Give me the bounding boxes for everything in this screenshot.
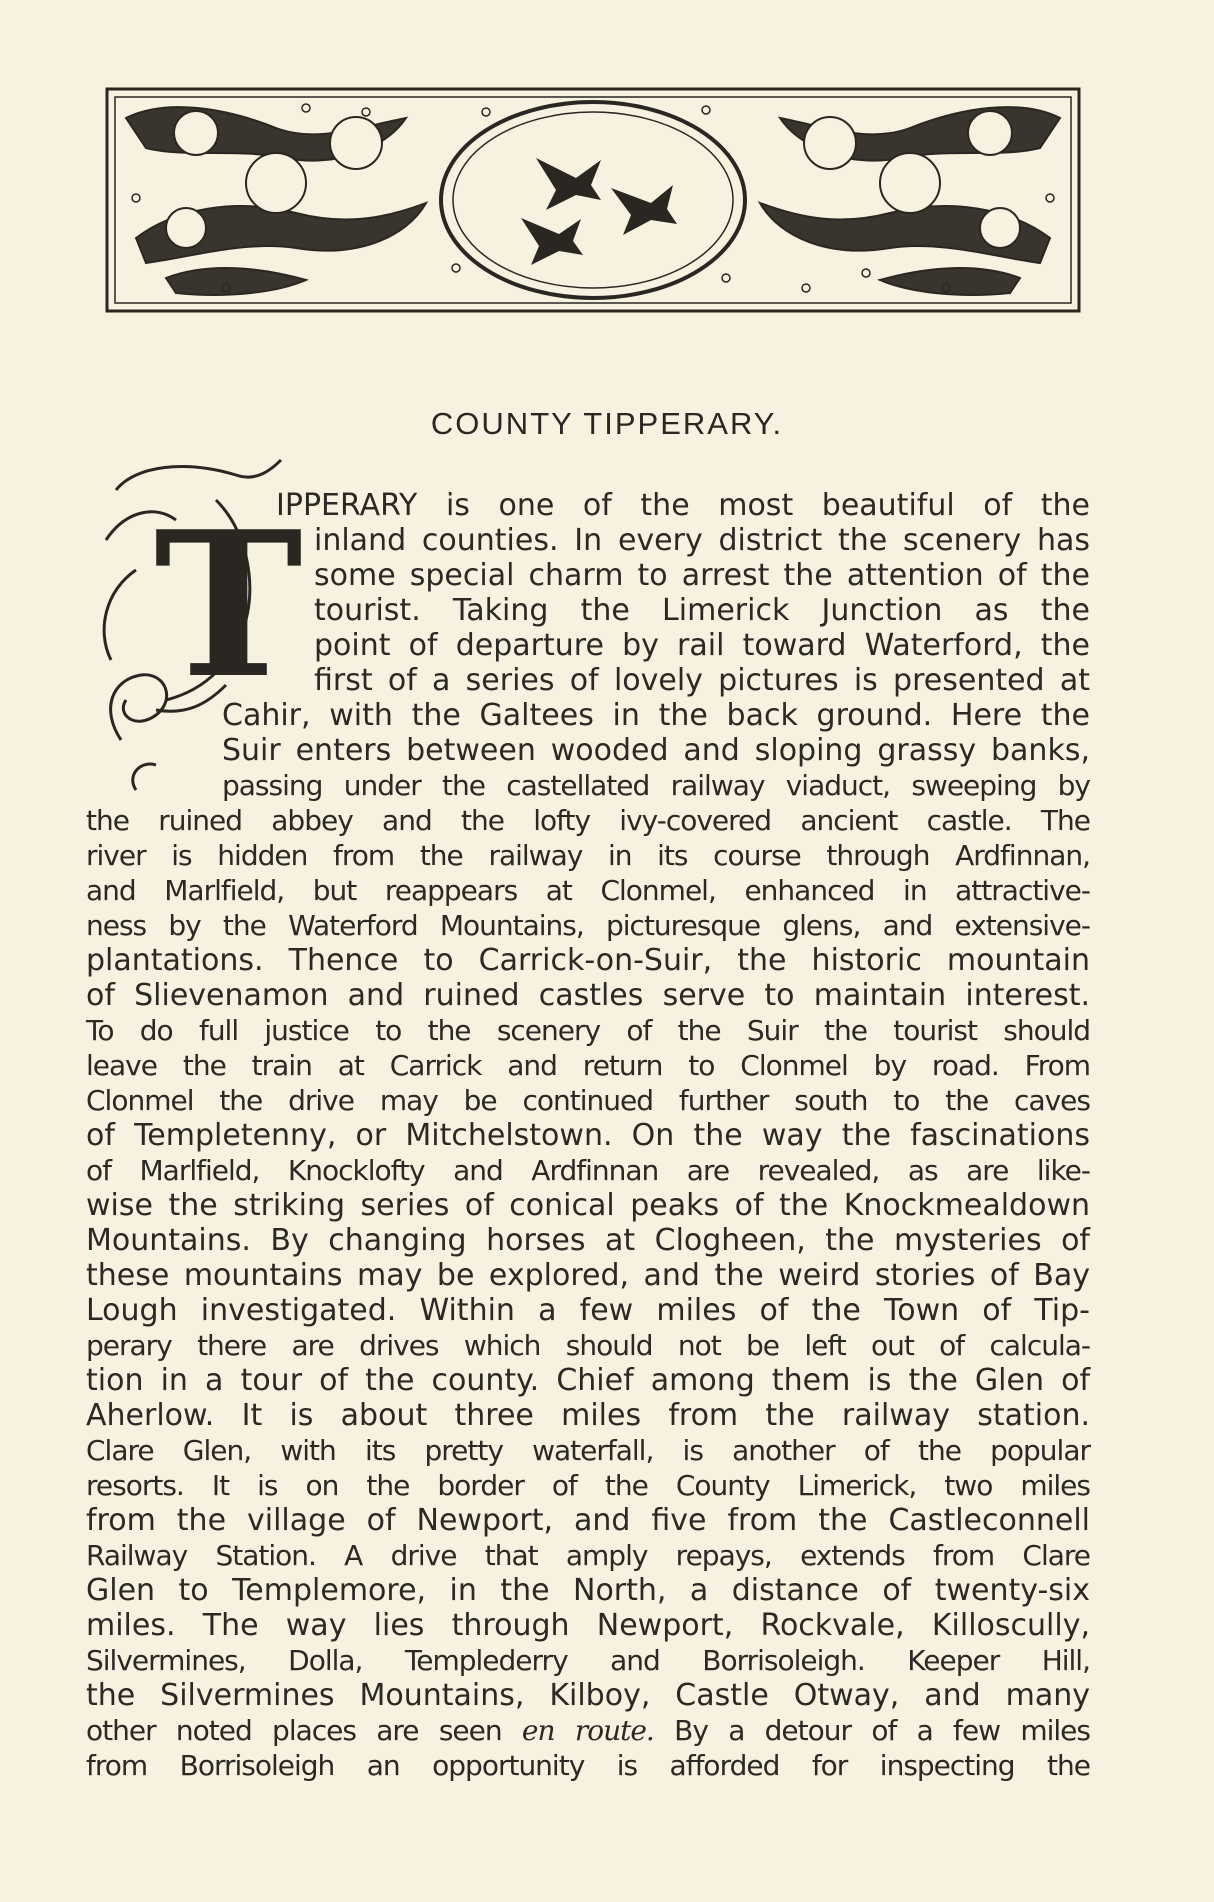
text-line-italic [86, 1713, 1090, 1749]
text-line: tion in a tour of the county. Chief among them is the Glen of [86, 1363, 1090, 1398]
floral-headpiece [106, 88, 1080, 312]
text-line: first of a series of lovely pictures is presented at [314, 663, 1090, 698]
text-segment: By a detour of a few miles [653, 1714, 1090, 1747]
drop-cap-letter: T [154, 488, 303, 723]
text-line: IPPERARY is one of the most beautiful of the [276, 488, 1090, 523]
text-line: Glen to Templemore, in the North, a distance of twenty-six [86, 1573, 1090, 1608]
text-line: of Marlfield, Knocklofty and Ardfinnan are revealed, as are like- [86, 1154, 1090, 1187]
text-line: resorts. It is on the border of the County Limerick, two miles [86, 1469, 1090, 1502]
text-line: Mountains. By changing horses at Clogheen, the mysteries of [86, 1223, 1090, 1258]
text-line: leave the train at Carrick and return to Clonmel by road. From [86, 1049, 1090, 1082]
text-line: from the village of Newport, and five from the Castleconnell [86, 1503, 1090, 1538]
text-line: of Slievenamon and ruined castles serve to maintain interest. [86, 978, 1090, 1013]
text-line: and Marlfield, but reappears at Clonmel, enhanced in attractive- [86, 874, 1090, 907]
text-line: the Silvermines Mountains, Kilboy, Castle Otway, and many [86, 1678, 1090, 1713]
text-line: passing under the castellated railway viaduct, sweeping by [222, 769, 1090, 802]
text-line: Railway Station. A drive that amply repays, extends from Clare [86, 1539, 1090, 1572]
text-line: tourist. Taking the Limerick Junction as the [314, 593, 1090, 628]
text-line: Suir enters between wooded and sloping grassy banks, [222, 733, 1090, 768]
text-line: To do full justice to the scenery of the Suir the tourist should [86, 1014, 1090, 1047]
text-line: miles. The way lies through Newport, Rockvale, Killoscully, [86, 1608, 1090, 1643]
page-title: COUNTY TIPPERARY. [430, 406, 784, 441]
text-line: Lough investigated. Within a few miles of the Town of Tip- [86, 1293, 1090, 1328]
text-line: river is hidden from the railway in its course through Ardfinnan, [86, 839, 1090, 872]
italic-phrase: en route. [521, 1714, 654, 1747]
text-line: these mountains may be explored, and the weird stories of Bay [86, 1258, 1090, 1293]
text-line: point of departure by rail toward Waterford, the [314, 628, 1090, 663]
text-line: from Borrisoleigh an opportunity is afforded for inspecting the [86, 1749, 1090, 1782]
text-line: some special charm to arrest the attention of the [314, 558, 1090, 593]
text-line: Clare Glen, with its pretty waterfall, is another of the popular [86, 1434, 1090, 1467]
text-line: ness by the Waterford Mountains, picturesque glens, and extensive- [86, 909, 1090, 942]
text-segment: other noted places are seen [86, 1714, 522, 1747]
text-line: Cahir, with the Galtees in the back ground. Here the [222, 698, 1090, 733]
text-line: the ruined abbey and the lofty ivy-covered ancient castle. The [86, 804, 1090, 837]
text-line: wise the striking series of conical peaks of the Knockmealdown [86, 1188, 1090, 1223]
text-line: plantations. Thence to Carrick-on-Suir, the historic mountain [86, 943, 1090, 978]
text-line: Silvermines, Dolla, Templederry and Borrisoleigh. Keeper Hill, [86, 1644, 1090, 1677]
text-line: of Templetenny, or Mitchelstown. On the way the fascinations [86, 1118, 1090, 1153]
text-line: inland counties. In every district the scenery has [314, 523, 1090, 558]
text-line: Clonmel the drive may be continued further south to the caves [86, 1084, 1090, 1117]
text-line: perary there are drives which should not be left out of calcula- [86, 1329, 1090, 1362]
text-line: Aherlow. It is about three miles from the railway station. [86, 1398, 1090, 1433]
